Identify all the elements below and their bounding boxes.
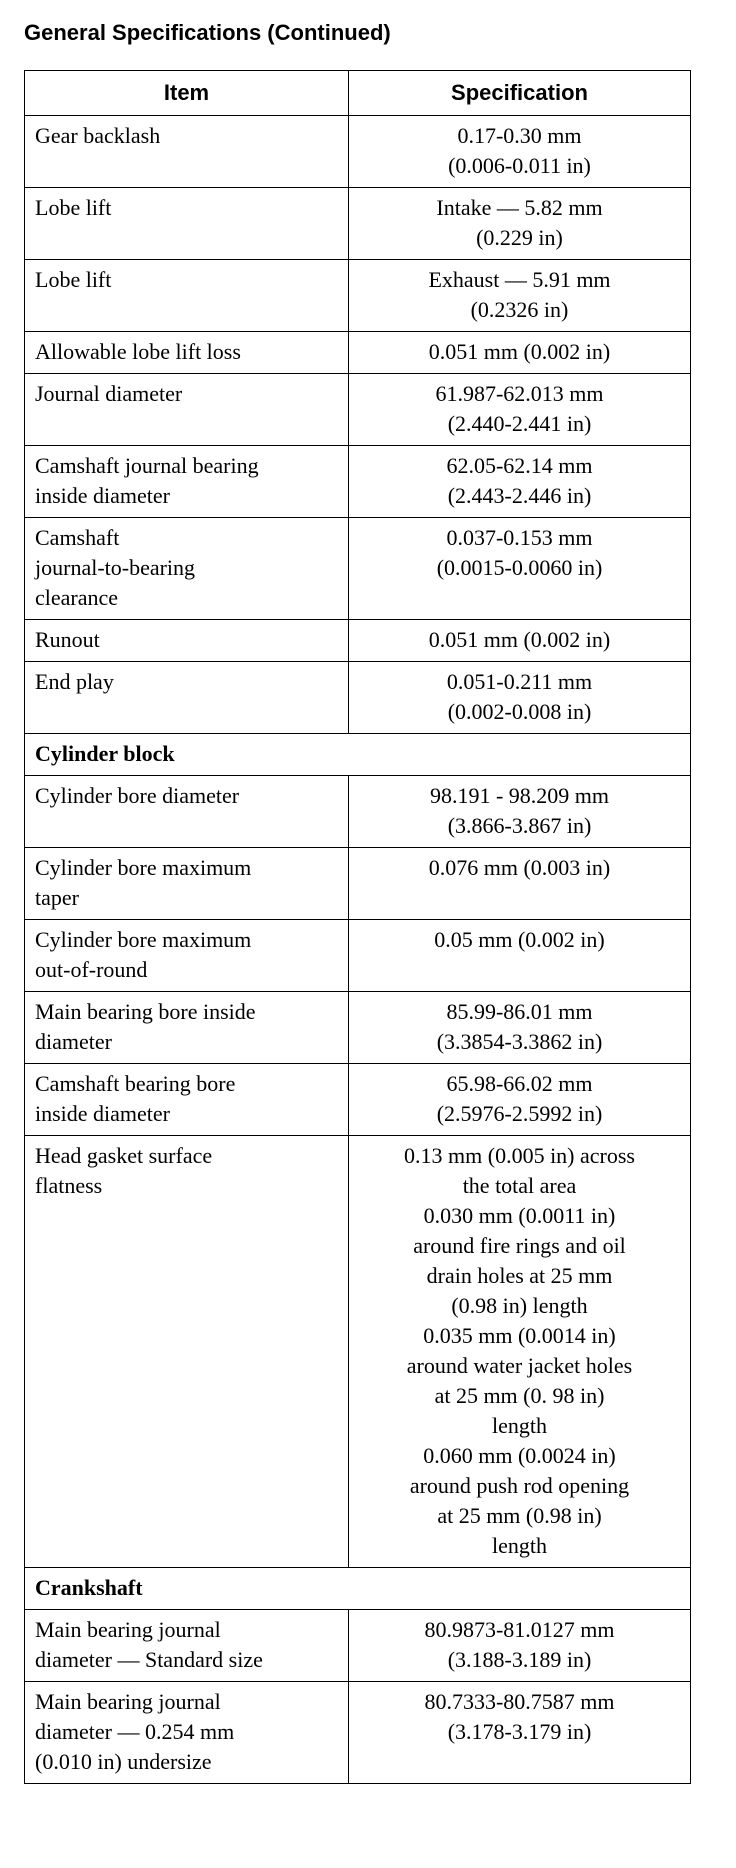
table-row bbox=[25, 518, 691, 620]
table-row bbox=[25, 920, 691, 992]
table-row bbox=[25, 332, 691, 374]
specification-cell bbox=[349, 1136, 691, 1568]
specification-text: at 25 mm (0. 98 in) bbox=[434, 1383, 605, 1408]
specification-text: (3.178-3.179 in) bbox=[447, 1719, 592, 1744]
table-body bbox=[25, 116, 691, 1784]
specification-text: 0.051-0.211 mm bbox=[446, 669, 593, 694]
table-row bbox=[25, 446, 691, 518]
specification-text: 0.035 mm (0.0014 in) bbox=[423, 1323, 616, 1348]
item-text: Cylinder bore diameter bbox=[35, 783, 240, 808]
specification-cell bbox=[349, 920, 691, 992]
specification-cell bbox=[349, 116, 691, 188]
table-row bbox=[25, 776, 691, 848]
specification-cell bbox=[349, 446, 691, 518]
item-cell bbox=[25, 992, 349, 1064]
item-text: Main bearing bore inside bbox=[35, 999, 256, 1024]
item-text: journal-to-bearing bbox=[35, 555, 196, 580]
specification-cell bbox=[349, 992, 691, 1064]
specification-text: (2.443-2.446 in) bbox=[447, 483, 592, 508]
specification-text: 80.9873-81.0127 mm bbox=[424, 1617, 615, 1642]
item-cell bbox=[25, 116, 349, 188]
page-title: General Specifications (Continued) bbox=[24, 20, 391, 45]
header-item: Item bbox=[25, 71, 349, 116]
item-text: Allowable lobe lift loss bbox=[35, 339, 241, 364]
item-text: Runout bbox=[35, 627, 100, 652]
specification-text: (0.98 in) length bbox=[451, 1293, 588, 1318]
item-text: out-of-round bbox=[35, 957, 148, 982]
specification-cell bbox=[349, 332, 691, 374]
specification-text: length bbox=[492, 1413, 547, 1438]
item-text: Head gasket surface bbox=[35, 1143, 213, 1168]
specification-cell bbox=[349, 620, 691, 662]
specification-text: 0.030 mm (0.0011 in) bbox=[423, 1203, 616, 1228]
specification-text: 0.05 mm (0.002 in) bbox=[434, 927, 605, 952]
table-row bbox=[25, 1064, 691, 1136]
item-text: Main bearing journal bbox=[35, 1689, 221, 1714]
table-row bbox=[25, 848, 691, 920]
table-row bbox=[25, 1610, 691, 1682]
table-row bbox=[25, 260, 691, 332]
item-cell bbox=[25, 332, 349, 374]
item-text: Gear backlash bbox=[35, 123, 161, 148]
item-text: inside diameter bbox=[35, 483, 171, 508]
specification-text: 0.17-0.30 mm bbox=[457, 123, 582, 148]
specification-cell bbox=[349, 188, 691, 260]
table-row bbox=[25, 1136, 691, 1568]
item-text: taper bbox=[35, 885, 79, 910]
specification-text: 85.99-86.01 mm bbox=[446, 999, 593, 1024]
item-cell bbox=[25, 920, 349, 992]
item-cell bbox=[25, 1610, 349, 1682]
item-text: Cylinder bore maximum bbox=[35, 927, 252, 952]
section-row bbox=[25, 1568, 691, 1610]
specification-text: 0.076 mm (0.003 in) bbox=[428, 855, 611, 880]
specification-text: around push rod opening bbox=[409, 1473, 630, 1498]
item-cell bbox=[25, 776, 349, 848]
specification-text: (0.006-0.011 in) bbox=[448, 153, 591, 178]
specification-text: the total area bbox=[462, 1173, 577, 1198]
specification-text: (0.0015-0.0060 in) bbox=[436, 555, 603, 580]
specification-cell bbox=[349, 1682, 691, 1784]
item-cell bbox=[25, 1682, 349, 1784]
table-row bbox=[25, 992, 691, 1064]
specification-text: 98.191 - 98.209 mm bbox=[429, 783, 610, 808]
specification-text: 0.037-0.153 mm bbox=[446, 525, 593, 550]
specification-text: Exhaust — 5.91 mm bbox=[428, 267, 611, 292]
item-text: clearance bbox=[35, 585, 119, 610]
section-row bbox=[25, 734, 691, 776]
header-specification: Specification bbox=[349, 71, 691, 116]
item-text: diameter bbox=[35, 1029, 112, 1054]
item-cell bbox=[25, 446, 349, 518]
table-row bbox=[25, 1682, 691, 1784]
item-text: diameter — Standard size bbox=[35, 1647, 263, 1672]
specification-text: (0.2326 in) bbox=[470, 297, 569, 322]
spec-table bbox=[24, 70, 691, 1784]
item-text: Camshaft journal bearing bbox=[35, 453, 259, 478]
specification-text: (0.002-0.008 in) bbox=[447, 699, 592, 724]
specification-text: (3.188-3.189 in) bbox=[447, 1647, 592, 1672]
specification-text: around water jacket holes bbox=[406, 1353, 633, 1378]
item-text: inside diameter bbox=[35, 1101, 171, 1126]
specification-cell bbox=[349, 662, 691, 734]
table-row bbox=[25, 116, 691, 188]
specification-text: at 25 mm (0.98 in) bbox=[437, 1503, 602, 1528]
specification-text: around fire rings and oil bbox=[413, 1233, 626, 1258]
specification-cell bbox=[349, 260, 691, 332]
specification-text: (3.3854-3.3862 in) bbox=[436, 1029, 603, 1054]
item-text: Lobe lift bbox=[35, 195, 112, 220]
table-row bbox=[25, 374, 691, 446]
item-cell bbox=[25, 620, 349, 662]
item-text: Camshaft bearing bore bbox=[35, 1071, 236, 1096]
specification-text: 0.051 mm (0.002 in) bbox=[428, 339, 611, 364]
specification-text: Intake — 5.82 mm bbox=[436, 195, 603, 220]
specification-cell bbox=[349, 518, 691, 620]
item-cell bbox=[25, 260, 349, 332]
specification-text: 0.13 mm (0.005 in) across bbox=[404, 1143, 635, 1168]
specification-cell bbox=[349, 1064, 691, 1136]
specification-text: (2.440-2.441 in) bbox=[447, 411, 592, 436]
specification-text: 62.05-62.14 mm bbox=[446, 453, 593, 478]
item-text: Camshaft bbox=[35, 525, 120, 550]
item-text: (0.010 in) undersize bbox=[35, 1749, 212, 1774]
specification-text: 0.051 mm (0.002 in) bbox=[428, 627, 611, 652]
table-row bbox=[25, 188, 691, 260]
item-text: Cylinder bore maximum bbox=[35, 855, 252, 880]
item-cell bbox=[25, 848, 349, 920]
specification-text: (3.866-3.867 in) bbox=[447, 813, 592, 838]
table-row bbox=[25, 620, 691, 662]
specification-text: 61.987-62.013 mm bbox=[435, 381, 604, 406]
item-cell bbox=[25, 1136, 349, 1568]
specification-text: length bbox=[492, 1533, 547, 1558]
specification-text: 0.060 mm (0.0024 in) bbox=[423, 1443, 616, 1468]
specification-text: (0.229 in) bbox=[476, 225, 563, 250]
item-cell bbox=[25, 374, 349, 446]
item-text: Main bearing journal bbox=[35, 1617, 221, 1642]
item-cell bbox=[25, 662, 349, 734]
specification-cell bbox=[349, 1610, 691, 1682]
specification-cell bbox=[349, 848, 691, 920]
item-cell bbox=[25, 518, 349, 620]
section-heading: Crankshaft bbox=[25, 1568, 691, 1610]
item-cell bbox=[25, 1064, 349, 1136]
item-text: diameter — 0.254 mm bbox=[35, 1719, 235, 1744]
item-text: End play bbox=[35, 669, 114, 694]
specification-cell bbox=[349, 374, 691, 446]
section-heading: Cylinder block bbox=[25, 734, 691, 776]
table-header-row bbox=[25, 71, 691, 116]
specification-cell bbox=[349, 776, 691, 848]
table-row bbox=[25, 662, 691, 734]
item-cell bbox=[25, 188, 349, 260]
item-text: flatness bbox=[35, 1173, 103, 1198]
specification-text: drain holes at 25 mm bbox=[426, 1263, 613, 1288]
specification-text: 80.7333-80.7587 mm bbox=[424, 1689, 615, 1714]
item-text: Lobe lift bbox=[35, 267, 112, 292]
specification-text: (2.5976-2.5992 in) bbox=[436, 1101, 603, 1126]
item-text: Journal diameter bbox=[35, 381, 183, 406]
specification-text: 65.98-66.02 mm bbox=[446, 1071, 593, 1096]
